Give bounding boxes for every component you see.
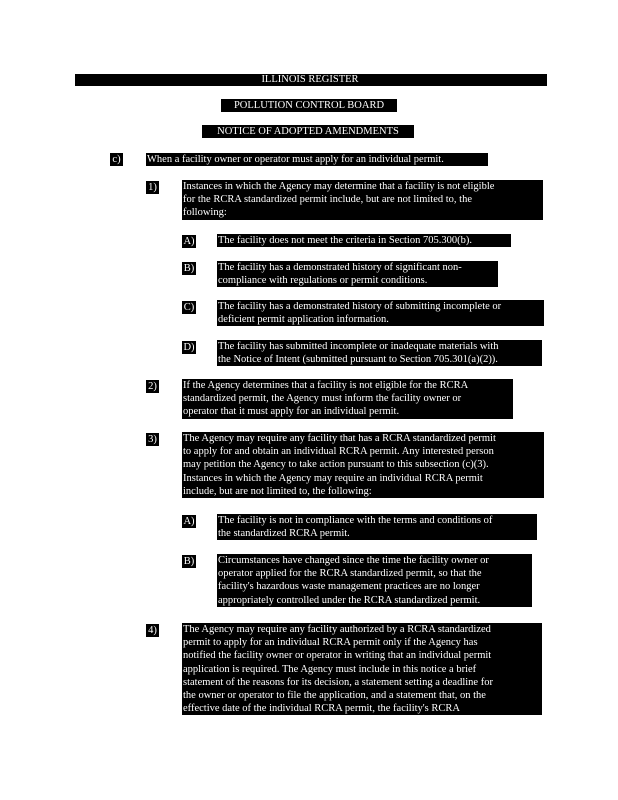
text-line: following:	[183, 207, 227, 219]
register-title: ILLINOIS REGISTER	[261, 74, 359, 85]
text-line: operator applied for the RCRA standardized permit, so that the	[218, 568, 482, 580]
text-line: deficient permit application information.	[218, 314, 389, 326]
text-line: the Notice of Intent (submitted pursuant to Section 705.301(a)(2)).	[218, 354, 498, 366]
item-3-text	[182, 432, 544, 498]
item-3-label: 3)	[146, 433, 159, 446]
text-line: The facility has a demonstrated history of submitting incomplete or	[218, 301, 502, 312]
text-line: permit to apply for an individual RCRA permit only if the Agency has	[183, 637, 478, 649]
text-line: The facility has a demonstrated history of significant non-	[218, 262, 462, 273]
item-1b-text	[217, 261, 498, 287]
text-line: The facility does not meet the criteria in Section 705.300(b).	[218, 235, 472, 246]
text-line: may petition the Agency to take action pursuant to this subsection (c)(3).	[183, 459, 489, 471]
item-3a-text	[217, 514, 537, 540]
text-line: the owner or operator to file the application, and a statement that, on the	[183, 689, 486, 701]
text-line: the standardized RCRA permit.	[218, 528, 350, 540]
board-title: POLLUTION CONTROL BOARD	[221, 99, 397, 112]
text-line: to apply for and obtain an individual RCRA permit. Any interested person	[183, 446, 494, 458]
text-line: Instances in which the Agency may require an individual RCRA permit	[183, 472, 483, 484]
text-line: operator that it must apply for an individual permit.	[183, 406, 400, 418]
item-1a-label: A)	[183, 236, 195, 247]
section-c-text: When a facility owner or operator must apply for an individual permit.	[146, 153, 488, 166]
item-1d-text	[217, 340, 542, 366]
text-line: notified the facility owner or operator in writing that an individual permit	[183, 650, 492, 662]
text-line: include, but are not limited to, the following:	[183, 485, 372, 497]
item-3a-label: A)	[183, 516, 195, 527]
text-line: effective date of the individual RCRA permit, the facility's RCRA	[183, 703, 460, 715]
item-4-label: 4)	[146, 624, 159, 637]
item-1d-label: D)	[183, 342, 195, 353]
text-line: The Agency may require any facility that has a RCRA standardized permit	[183, 433, 496, 444]
item-4-text	[182, 623, 542, 715]
item-1a-text	[217, 234, 511, 247]
item-1-label: 1)	[146, 181, 159, 194]
text-line: for the RCRA standardized permit include, but are not limited to, the	[183, 194, 472, 206]
text-line: facility's hazardous waste management practices are no longer	[218, 581, 480, 593]
item-2-text	[182, 379, 513, 419]
item-1c-text	[217, 300, 544, 326]
text-line: application is required. The Agency must include in this notice a brief	[183, 663, 477, 675]
text-line: If the Agency determines that a facility is not eligible for the RCRA	[183, 380, 469, 391]
item-3b-text	[217, 554, 532, 607]
text-line: compliance with regulations or permit conditions.	[218, 275, 428, 287]
notice-title: NOTICE OF ADOPTED AMENDMENTS	[202, 125, 414, 138]
item-1-text	[182, 180, 543, 220]
text-line: appropriately controlled under the RCRA standardized permit.	[218, 594, 481, 606]
text-line: The Agency may require any facility authorized by a RCRA standardized	[183, 624, 491, 635]
text-line: Circumstances have changed since the time the facility owner or	[218, 555, 489, 566]
text-line: Instances in which the Agency may determine that a facility is not eligible	[183, 181, 495, 192]
text-line: The facility is not in compliance with the terms and conditions of	[218, 515, 493, 526]
text-line: standardized permit, the Agency must inform the facility owner or	[183, 393, 462, 405]
text-line: The facility has submitted incomplete or inadequate materials with	[218, 341, 499, 352]
item-1b-label: B)	[183, 263, 195, 274]
item-2-label: 2)	[146, 380, 159, 393]
item-3b-label: B)	[183, 556, 195, 567]
item-1c-label: C)	[183, 302, 195, 313]
section-c-label: c)	[110, 153, 123, 166]
text-line: statement of the reasons for its decision, a statement setting a deadline for	[183, 676, 493, 688]
